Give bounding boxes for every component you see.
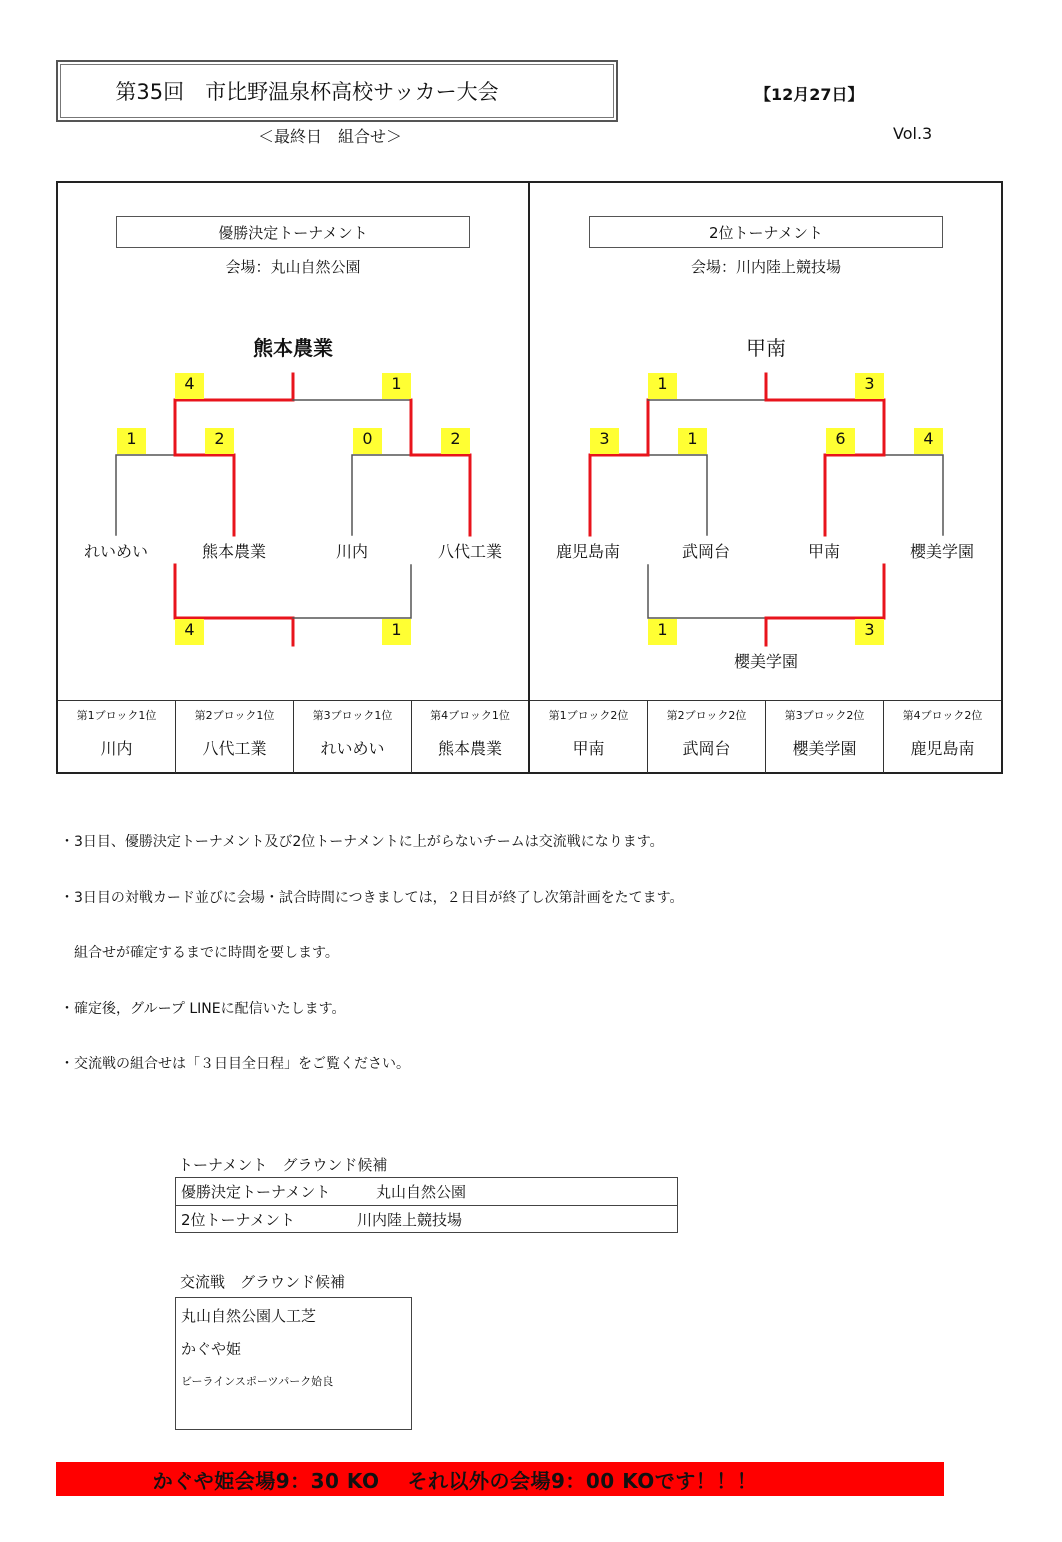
t2-seed-cell-4 <box>884 701 1001 773</box>
t1-seed-cell-4 <box>412 701 528 773</box>
seed-team: 熊本農業 <box>437 739 502 758</box>
note-4: ・確定後，グループ LINEに配信いたします。 <box>60 1001 346 1017</box>
t2-line-sf2-right <box>884 455 943 535</box>
exchange-grounds-box <box>175 1297 412 1430</box>
tournament-2-venue: 会場：川内陸上競技場 <box>690 258 841 276</box>
seed-label: 第3ブロック2位 <box>784 709 865 722</box>
seed-label: 第2ブロック1位 <box>194 709 275 722</box>
t1-seed-cell-2 <box>176 701 294 773</box>
t1-score-sf2-team2: 2 <box>441 428 470 454</box>
t1-line-3rd-right <box>293 565 411 618</box>
grounds-row <box>176 1178 677 1205</box>
grounds-row <box>176 1205 677 1232</box>
t2-seed-cell-1 <box>530 701 648 773</box>
note-1: ・3日目、優勝決定トーナメント及び2位トーナメントに上がらないチームは交流戦になります。 <box>60 834 664 850</box>
t2-seed-row <box>530 700 1001 774</box>
grounds-tournament-name: 2位トーナメント <box>181 1210 295 1229</box>
grounds-venue: 丸山自然公園 <box>376 1183 467 1201</box>
t1-line-sf2-right-winner <box>411 455 470 535</box>
t2-line-3rd-left <box>648 565 766 618</box>
page-subtitle: ＜最終日 組合せ＞ <box>258 127 403 146</box>
seed-team: 鹿児島南 <box>910 739 975 758</box>
t2-third-place-winner: 櫻美学園 <box>733 652 798 671</box>
t2-score-final-right: 3 <box>855 373 884 399</box>
t2-line-sf2-left-winner <box>825 455 884 535</box>
t2-score-final-left: 1 <box>648 373 677 399</box>
seed-label: 第3ブロック1位 <box>312 709 393 722</box>
seed-label: 第1ブロック1位 <box>76 709 157 722</box>
t2-team-4: 櫻美学園 <box>909 542 974 561</box>
note-2: ・3日目の対戦カード並びに会場・試合時間につきましては，２日目が終了し次第計画をたてます。 <box>60 890 684 906</box>
seed-label: 第1ブロック2位 <box>548 709 629 722</box>
t1-line-sf1-right-winner <box>175 455 234 535</box>
grounds-tournament-name: 優勝決定トーナメント <box>181 1183 331 1201</box>
seed-team: れいめい <box>320 739 385 758</box>
tournament-2-champion: 甲南 <box>746 336 786 360</box>
t2-score-sf2-team2: 4 <box>914 428 943 454</box>
t2-score-sf1-team1: 3 <box>590 428 619 454</box>
t1-team-4: 八代工業 <box>437 542 502 561</box>
t1-score-3rd-left: 4 <box>175 619 204 645</box>
note-5: ・交流戦の組合せは「３日目全日程」をご覧ください。 <box>60 1056 410 1072</box>
seed-team: 甲南 <box>572 739 605 758</box>
t1-seed-row <box>58 700 528 774</box>
t2-seed-cell-3 <box>766 701 884 773</box>
t1-score-sf1-team1: 1 <box>117 428 146 454</box>
seed-team: 八代工業 <box>202 739 267 758</box>
exchange-grounds-title: 交流戦 グラウンド候補 <box>180 1273 346 1291</box>
kickoff-banner <box>56 1462 944 1496</box>
t2-score-3rd-right: 3 <box>855 619 884 645</box>
t2-team-2: 武岡台 <box>681 542 730 561</box>
t1-score-sf1-team2: 2 <box>205 428 234 454</box>
t1-score-3rd-right: 1 <box>382 619 411 645</box>
tournament-1-champion: 熊本農業 <box>253 336 333 360</box>
note-3: 組合せが確定するまでに時間を要します。 <box>60 945 339 961</box>
date-label: 【12月27日】 <box>755 85 864 104</box>
t2-score-3rd-left: 1 <box>648 619 677 645</box>
t1-seed-cell-3 <box>294 701 412 773</box>
tournament-grounds-table <box>175 1177 678 1233</box>
seed-label: 第4ブロック2位 <box>902 709 983 722</box>
t1-score-sf2-team1: 0 <box>353 428 382 454</box>
tournament-1-venue: 会場：丸山自然公園 <box>225 258 361 276</box>
t2-line-sf1-right <box>648 455 707 535</box>
seed-team: 武岡台 <box>682 739 731 758</box>
exchange-ground-item: ビーラインスポーツパーク姶良 <box>181 1375 334 1388</box>
kickoff-banner-text: かぐや姫会場9：30 KO それ以外の会場9：00 KOです！！！ <box>152 1468 758 1493</box>
t1-score-final-right: 1 <box>382 373 411 399</box>
t1-team-1: れいめい <box>83 542 148 561</box>
volume-label: Vol.3 <box>893 124 933 143</box>
seed-label: 第2ブロック2位 <box>666 709 747 722</box>
t1-team-2: 熊本農業 <box>201 542 266 561</box>
t2-line-sf1-left-winner <box>590 455 648 535</box>
page-title: 第35回 市比野温泉杯高校サッカー大会 <box>115 80 499 104</box>
exchange-ground-item: 丸山自然公園人工芝 <box>181 1307 317 1325</box>
t2-team-3: 甲南 <box>807 542 840 561</box>
t2-seed-cell-2 <box>648 701 766 773</box>
seed-team: 櫻美学園 <box>792 739 857 758</box>
t1-score-final-left: 4 <box>175 373 204 399</box>
t2-score-sf1-team2: 1 <box>678 428 707 454</box>
grounds-venue: 川内陸上競技場 <box>357 1210 463 1229</box>
t1-team-3: 川内 <box>335 542 368 561</box>
t1-seed-cell-1 <box>58 701 176 773</box>
tournament-grounds-title: トーナメント グラウンド候補 <box>178 1156 388 1174</box>
t2-team-1: 鹿児島南 <box>555 542 620 561</box>
t2-score-sf2-team1: 6 <box>826 428 855 454</box>
t1-line-sf1-left <box>116 455 175 535</box>
seed-team: 川内 <box>100 739 133 758</box>
seed-label: 第4ブロック1位 <box>430 709 510 722</box>
tournament-2-name: 2位トーナメント <box>709 223 823 242</box>
t1-line-sf2-left <box>352 455 411 535</box>
exchange-ground-item: かぐや姫 <box>181 1340 242 1358</box>
tournament-1-name: 優勝決定トーナメント <box>218 223 368 242</box>
